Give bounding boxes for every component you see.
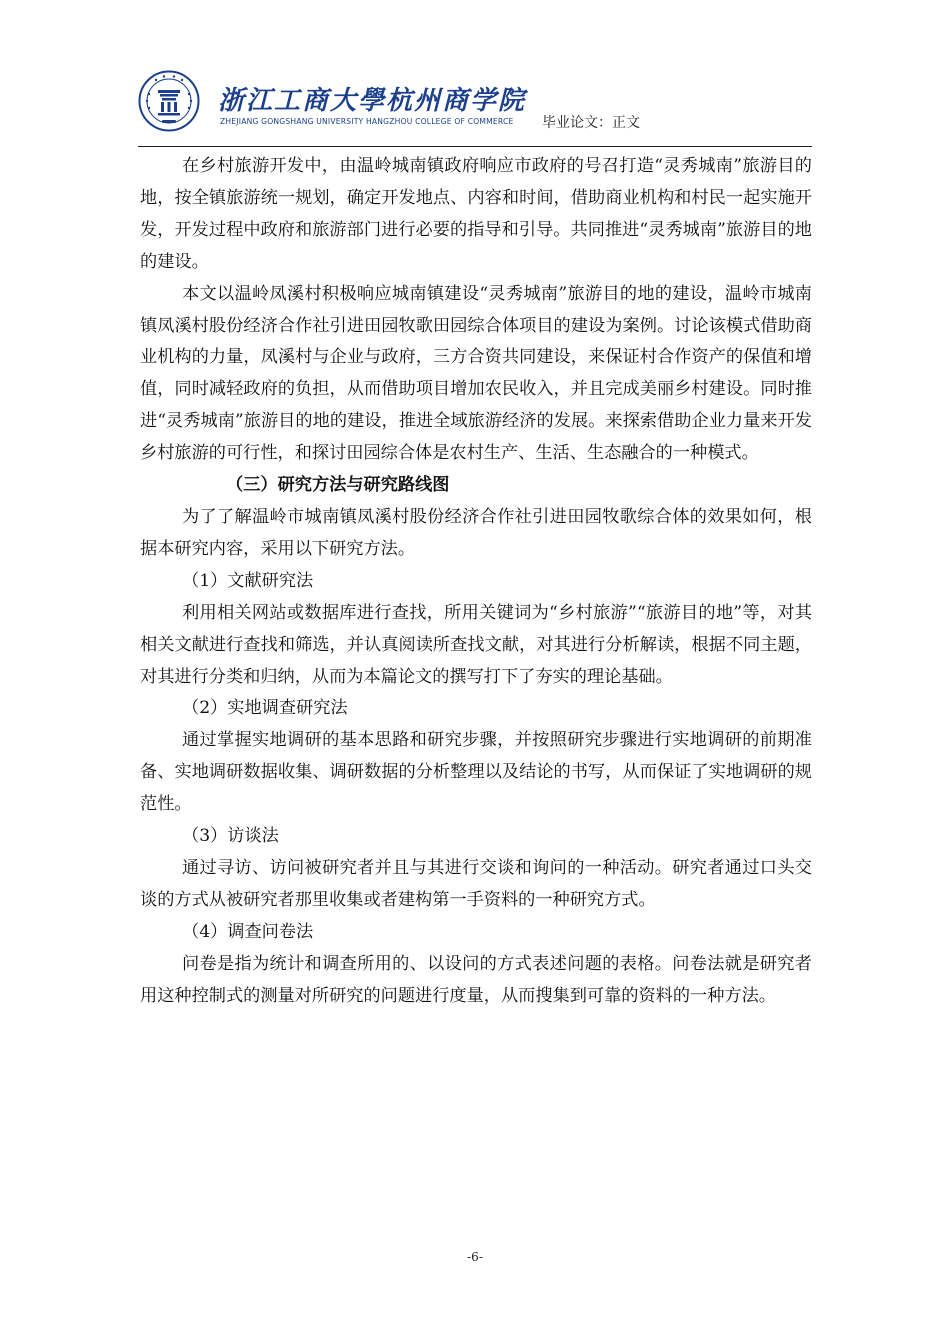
paragraph: 通过掌握实地调研的基本思路和研究步骤，并按照研究步骤进行实地调研的前期准备、实地调研数据收集、调研数据的分析整理以及结论的书写，从而保证了实地调研的规范性。	[140, 730, 812, 815]
header-divider	[138, 146, 812, 147]
method-heading: （3）访谈法	[182, 826, 279, 847]
paragraph: 通过寻访、访问被研究者并且与其进行交谈和询问的一种活动。研究者通过口头交谈的方式从被研究者那里收集或者建构第一手资料的一种研究方式。	[140, 857, 812, 910]
paragraph: 在乡村旅游开发中，由温岭城南镇政府响应市政府的号召打造“灵秀城南”旅游目的地，按全镇旅游统一规划，确定开发地点、内容和时间，借助商业机构和村民一起实施开发，开发过程中政府和旅游部门进行必要的指导和引导。共同推进“灵秀城南”旅游目的地的建设。	[140, 156, 812, 272]
paragraph: 本文以温岭凤溪村积极响应城南镇建设“灵秀城南”旅游目的地的建设，温岭市城南镇凤溪村股份经济合作社引进田园牧歌田园综合体项目的建设为案例。讨论该模式借助商业机构的力量，凤溪村与企业与政府，三方合资共同建设，来保证村合作资产的保值和增值，同时减轻政府的负担，从而借助项目增加农民收入，并且完成美丽乡村建设。同时推进“灵秀城南”旅游目的地的建设，推进全域旅游经济的发展。来探索借助企业力量来开发乡村旅游的可行性，和探讨田园综合体是农村生产、生活、生态融合的一种模式。	[140, 283, 812, 464]
page-number: -6-	[467, 1250, 483, 1264]
section-heading: （三）研究方法与研究路线图	[226, 475, 450, 496]
school-name-cn: 浙江工商大學杭州商学院	[218, 86, 527, 116]
header-label: 毕业论文：正文	[542, 115, 640, 131]
method-heading: （1）文献研究法	[182, 570, 314, 591]
paragraph: 问卷是指为统计和调查所用的、以设问的方式表述问题的表格。问卷法就是研究者用这种控制式的测量对所研究的问题进行度量，从而搜集到可靠的资料的一种方法。	[140, 953, 812, 1006]
paragraph: 为了了解温岭市城南镇凤溪村股份经济合作社引进田园牧歌综合体的效果如何，根据本研究内容，采用以下研究方法。	[140, 506, 812, 559]
school-name-en: ZHEJIANG GONGSHANG UNIVERSITY HANGZHOU COLLEGE OF COMMERCE	[220, 117, 514, 126]
method-heading: （4）调查问卷法	[182, 921, 314, 942]
page-header	[138, 64, 812, 146]
method-heading: （2）实地调查研究法	[182, 698, 348, 719]
paragraph: 利用相关网站或数据库进行查找，所用关键词为“乡村旅游”“旅游目的地”等，对其相关文献进行查找和筛选，并认真阅读所查找文献，对其进行分析解读，根据不同主题，对其进行分类和归纳，从而为本篇论文的撰写打下了夯实的理论基础。	[140, 602, 812, 687]
university-seal-icon	[138, 70, 200, 132]
body-text	[140, 151, 812, 1012]
